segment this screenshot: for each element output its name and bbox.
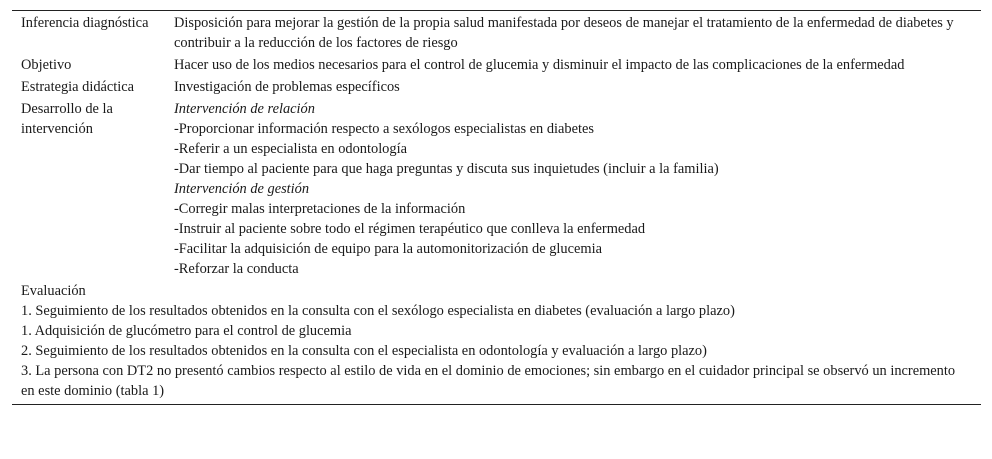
evaluation-item: 1. Adquisición de glucómetro para el control de glucemia xyxy=(21,323,352,339)
row-content-diagnostic-inference: Disposición para mejorar la gestión de la propia salud manifestada por deseos de manejar el tratamiento de la enfermedad de diabetes y contribuir a la reducción de los factores de riesgo xyxy=(174,15,954,51)
evaluation-item: 1. Seguimiento de los resultados obtenidos en la consulta con el sexólogo especialista en diabetes (evaluación a largo plazo) xyxy=(21,303,735,319)
intervention-table xyxy=(12,10,981,405)
list-item: -Instruir al paciente sobre todo el régimen terapéutico que conlleva la enfermedad xyxy=(174,221,646,237)
row-label-intervention-development: Desarrollo de la intervención xyxy=(21,101,113,137)
evaluation-label: Evaluación xyxy=(21,283,86,299)
list-item: -Proporcionar información respecto a sexólogos especialistas en diabetes xyxy=(174,121,594,137)
list-item: -Corregir malas interpretaciones de la información xyxy=(174,201,466,217)
evaluation-section xyxy=(12,281,981,401)
relation-intervention-heading: Intervención de relación xyxy=(174,101,315,117)
row-content-intervention-development xyxy=(174,99,981,279)
table-row xyxy=(12,77,981,97)
table-row xyxy=(12,55,981,75)
evaluation-item: 2. Seguimiento de los resultados obtenidos en la consulta con el especialista en odontología y evaluación a largo plazo) xyxy=(21,343,707,359)
row-content-didactic-strategy: Investigación de problemas específicos xyxy=(174,79,400,95)
list-item: -Reforzar la conducta xyxy=(174,261,299,277)
row-label-didactic-strategy: Estrategia didáctica xyxy=(21,79,135,95)
table-row xyxy=(12,13,981,53)
list-item: -Referir a un especialista en odontología xyxy=(174,141,407,157)
list-item: -Facilitar la adquisición de equipo para la automonitorización de glucemia xyxy=(174,241,602,257)
row-content-objective: Hacer uso de los medios necesarios para el control de glucemia y disminuir el impacto de las complicaciones de la enfermedad xyxy=(174,57,905,73)
row-label-objective: Objetivo xyxy=(21,57,72,73)
list-item: -Dar tiempo al paciente para que haga preguntas y discuta sus inquietudes (incluir a la familia) xyxy=(174,161,719,177)
evaluation-item: 3. La persona con DT2 no presentó cambios respecto al estilo de vida en el dominio de emociones; sin embargo en el cuidador principal se observó un incremento en este dominio (tabla 1) xyxy=(21,363,956,399)
management-intervention-heading: Intervención de gestión xyxy=(174,181,310,197)
row-label-diagnostic-inference: Inferencia diagnóstica xyxy=(21,15,149,31)
table-row xyxy=(12,99,981,279)
